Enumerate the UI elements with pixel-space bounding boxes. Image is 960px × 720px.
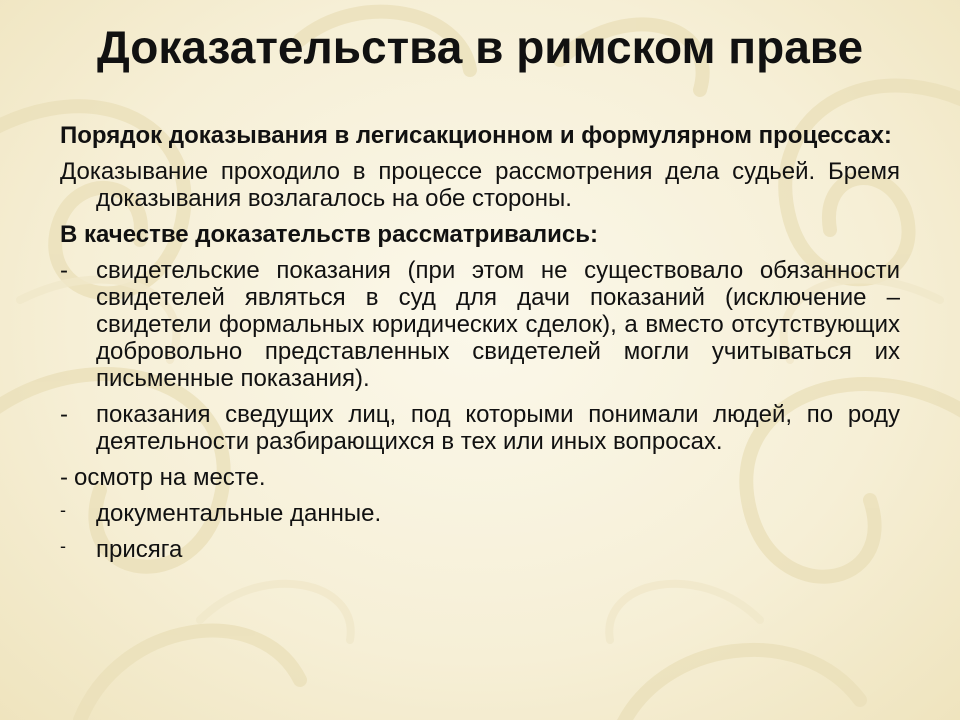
paragraph-burden-of-proof: Доказывание проходило в процессе рассмотрения дела судьей. Бремя доказывания возлагалось на обе стороны.	[60, 158, 900, 212]
list-item	[60, 536, 900, 563]
list-dash: -	[60, 401, 68, 428]
list-item	[60, 401, 900, 455]
list-item-text: документальные данные.	[96, 500, 382, 527]
list-dash: -	[60, 536, 66, 556]
list-dash: -	[60, 464, 68, 491]
list-item-text: свидетельские показания (при этом не существовало обязанности свидетелей являться в суд для дачи показаний (исключение – свидетели формальных юридических сделок), а вместо отсутствующих добровольно представленных свидетелей могли учитываться их письменные показания).	[96, 257, 900, 392]
list-dash: -	[60, 257, 68, 284]
section-heading-procedure: Порядок доказывания в легисакционном и формулярном процессах:	[60, 122, 892, 149]
slide-content	[60, 122, 900, 572]
list-item-text: осмотр на месте.	[74, 464, 266, 491]
list-item	[60, 500, 900, 527]
list-item	[60, 257, 900, 392]
list-dash: -	[60, 500, 66, 520]
section-heading-evidence: В качестве доказательств рассматривались:	[60, 221, 598, 248]
list-item-text: присяга	[96, 536, 183, 563]
list-item	[60, 464, 900, 491]
slide-title: Доказательства в римском праве	[96, 21, 864, 73]
list-item-text: показания сведущих лиц, под которыми понимали людей, по роду деятельности разбирающихся в тех или иных вопросах.	[96, 401, 900, 455]
